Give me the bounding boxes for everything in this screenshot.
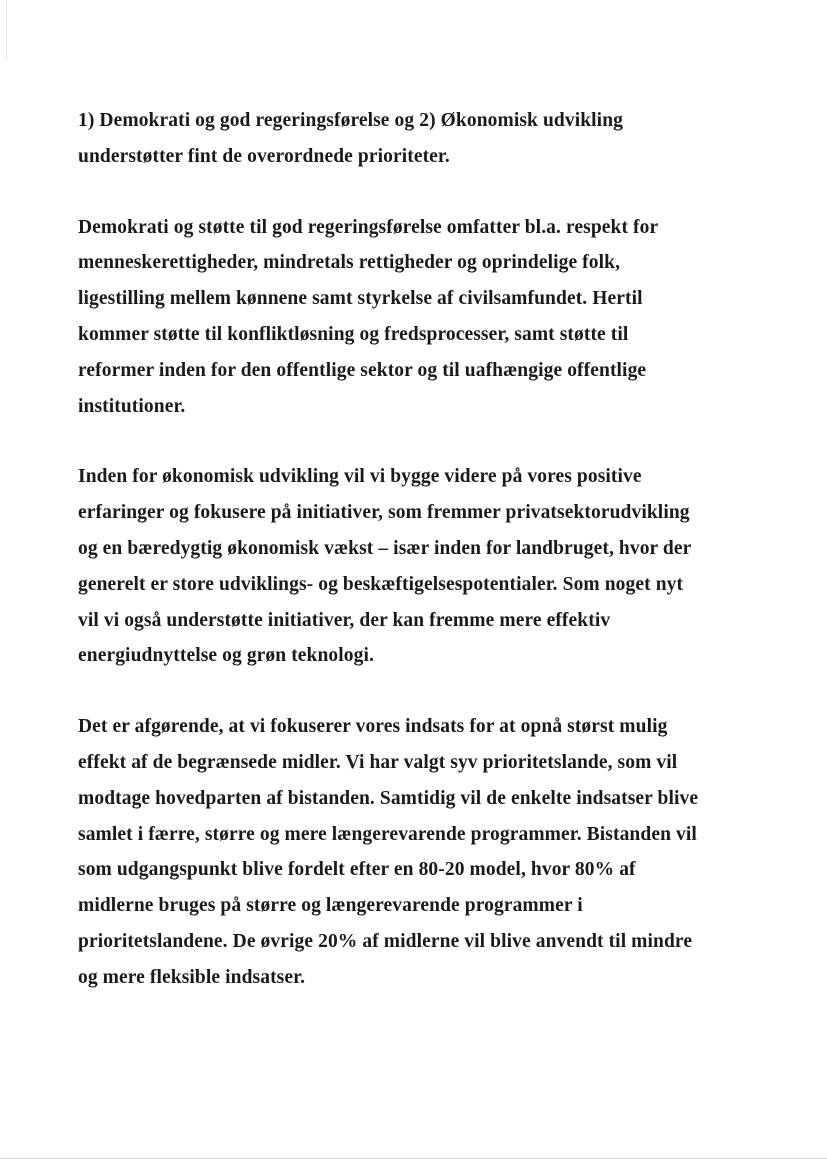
text-line: og en bæredygtig økonomisk vækst – især inden for landbruget, hvor der: [78, 537, 692, 559]
paragraph-democracy: [78, 210, 758, 425]
text-line: menneskerettigheder, mindretals rettigheder og oprindelige folk,: [78, 252, 621, 274]
document-body: [78, 103, 758, 1031]
text-line: generelt er store udviklings- og beskæftigelsespotentialer. Som noget nyt: [78, 573, 684, 595]
text-line: reformer inden for den offentlige sektor og til uafhængige offentlige: [78, 359, 647, 381]
text-line: energiudnyttelse og grøn teknologi.: [78, 645, 374, 667]
text-line: samlet i færre, større og mere længerevarende programmer. Bistanden vil: [78, 823, 697, 845]
text-line: ligestilling mellem kønnene samt styrkelse af civilsamfundet. Hertil: [78, 288, 643, 310]
scan-edge-bottom: [0, 1158, 827, 1159]
text-line: midlerne bruges på større og længerevarende programmer i: [78, 895, 583, 917]
text-line: og mere fleksible indsatser.: [78, 966, 306, 988]
text-line: understøtter fint de overordnede prioriteter.: [78, 145, 450, 167]
paragraph-focus-effort: [78, 709, 758, 995]
text-line: effekt af de begrænsede midler. Vi har valgt syv prioritetslande, som vil: [78, 751, 678, 773]
text-line: som udgangspunkt blive fordelt efter en 80-20 model, hvor 80% af: [78, 859, 636, 881]
text-line: kommer støtte til konfliktløsning og fredsprocesser, samt støtte til: [78, 323, 629, 345]
text-line: institutioner.: [78, 395, 186, 417]
text-line: Inden for økonomisk udvikling vil vi bygge videre på vores positive: [78, 466, 642, 488]
text-line: 1) Demokrati og god regeringsførelse og 2) Økonomisk udvikling: [78, 110, 623, 131]
text-line: Demokrati og støtte til god regeringsførelse omfatter bl.a. respekt for: [78, 216, 659, 238]
text-line: modtage hovedparten af bistanden. Samtidig vil de enkelte indsatser blive: [78, 787, 699, 809]
paragraph-priorities: [78, 103, 758, 175]
text-line: vil vi også understøtte initiativer, der kan fremme mere effektiv: [78, 609, 611, 631]
text-line: prioritetslandene. De øvrige 20% af midlerne vil blive anvendt til mindre: [78, 930, 693, 952]
paragraph-economic-development: [78, 459, 758, 674]
scan-edge-left: [6, 0, 7, 60]
text-line: Det er afgørende, at vi fokuserer vores indsats for at opnå størst mulig: [78, 716, 668, 738]
text-line: erfaringer og fokusere på initiativer, som fremmer privatsektorudvikling: [78, 502, 690, 524]
